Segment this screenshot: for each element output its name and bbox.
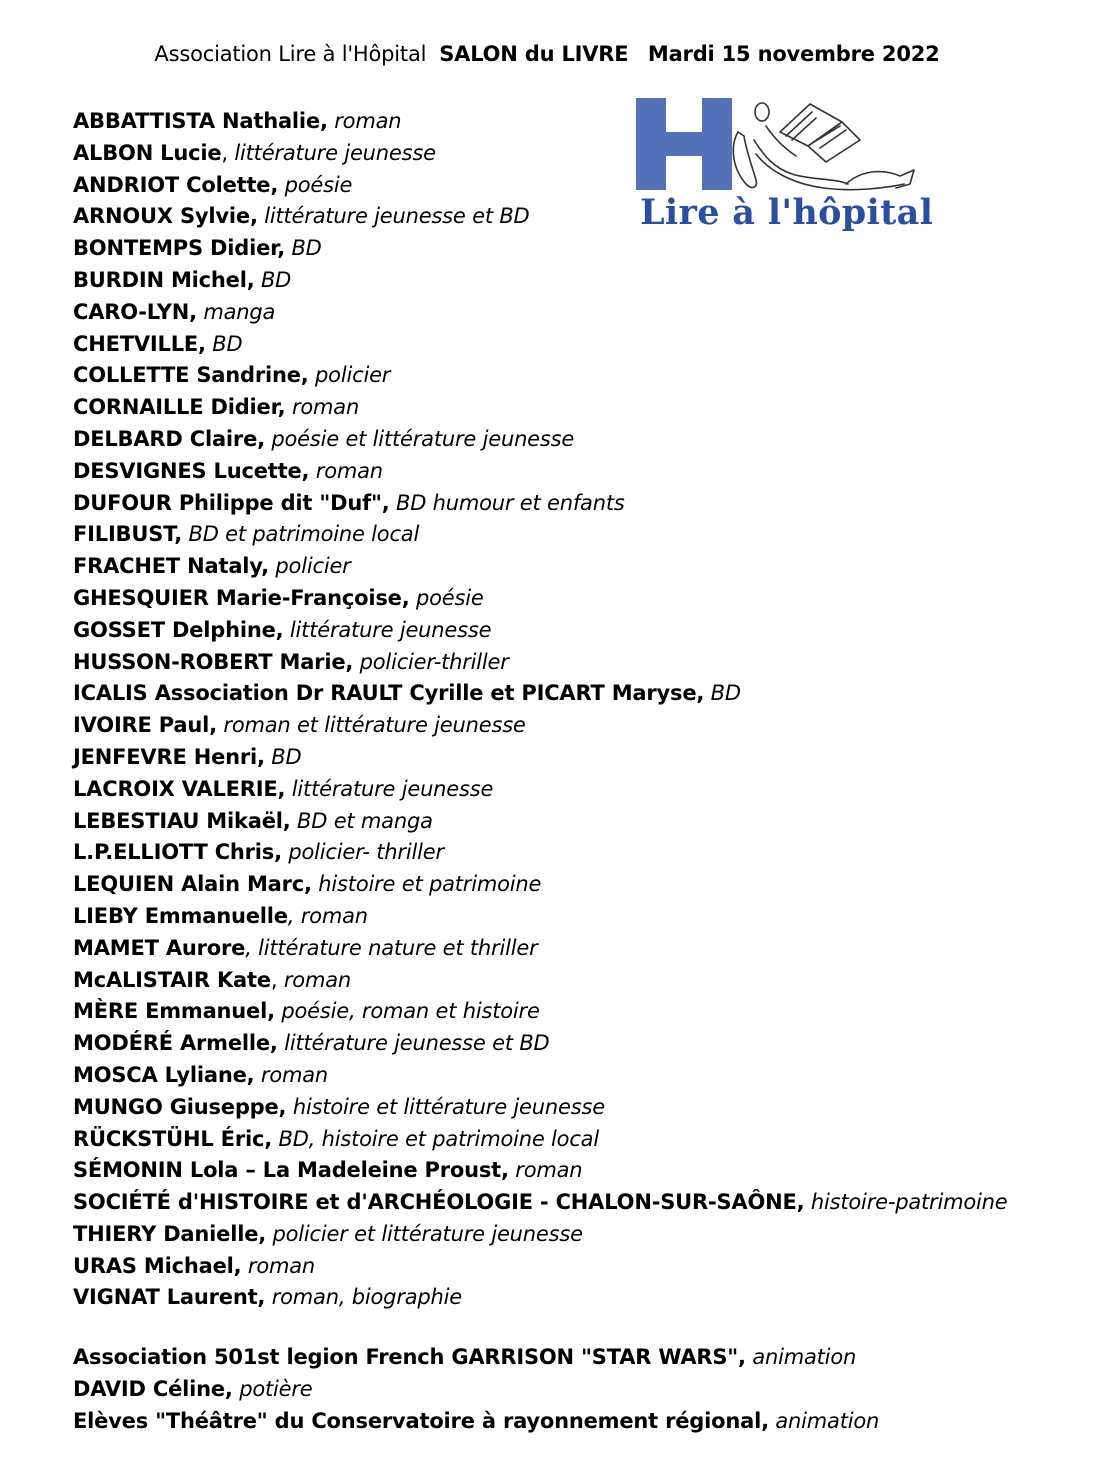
list-item	[73, 519, 1008, 551]
genre-label: histoire et patrimoine	[318, 872, 542, 897]
list-item	[73, 138, 1008, 170]
list-item	[73, 1342, 879, 1374]
author-name: GHESQUIER Marie-Françoise,	[73, 585, 410, 610]
list-item	[73, 1187, 1008, 1219]
author-name: ALBON Lucie	[73, 140, 222, 165]
genre-label: animation	[752, 1345, 857, 1369]
genre-label: BD	[271, 744, 302, 769]
genre-label: policier et littérature jeunesse	[272, 1221, 583, 1246]
author-name: DESVIGNES Lucette,	[73, 458, 310, 483]
author-name: URAS Michael,	[73, 1253, 242, 1278]
list-item	[73, 201, 1008, 233]
other-exhibitors-list	[73, 1342, 879, 1437]
list-item	[73, 1124, 1008, 1156]
genre-label: histoire-patrimoine	[810, 1190, 1008, 1215]
author-name: IVOIRE Paul,	[73, 713, 217, 738]
author-list	[73, 106, 1008, 1314]
list-item	[73, 933, 1008, 965]
author-name: MÈRE Emmanuel,	[73, 999, 275, 1024]
genre-label: roman	[247, 1253, 316, 1278]
list-item	[73, 774, 1008, 806]
author-name: THIERY Danielle,	[73, 1221, 267, 1246]
genre-label: poésie	[415, 585, 484, 610]
genre-label: BD et patrimoine local	[188, 522, 420, 547]
genre-label: littérature jeunesse et BD	[284, 1031, 550, 1056]
author-name: CARO-LYN,	[73, 299, 197, 324]
genre-label: BD	[212, 331, 243, 356]
author-name: McALISTAIR Kate	[73, 967, 271, 992]
author-name: ANDRIOT Colette,	[73, 172, 279, 197]
list-item	[73, 1155, 1008, 1187]
list-item	[73, 806, 1008, 838]
author-name: JENFEVRE Henri,	[73, 744, 265, 769]
genre-label: , roman	[287, 903, 368, 928]
author-name: HUSSON-ROBERT Marie,	[73, 649, 354, 674]
genre-label: potière	[239, 1376, 313, 1401]
author-name: LACROIX VALERIE,	[73, 776, 286, 801]
list-item	[73, 1028, 1008, 1060]
list-item	[73, 297, 1008, 329]
genre-label: poésie, roman et histoire	[281, 999, 540, 1024]
list-item	[73, 678, 1008, 710]
page-header	[0, 42, 1094, 66]
list-item	[73, 1251, 1008, 1283]
list-item	[73, 837, 1008, 869]
author-name: MOSCA Lyliane,	[73, 1062, 255, 1087]
genre-label: BD	[710, 681, 741, 706]
list-item	[73, 424, 1008, 456]
logo-text: Lire à l'hôpital	[640, 192, 934, 233]
author-name: BONTEMPS Didier,	[73, 236, 285, 261]
genre-label: policier-thriller	[359, 649, 509, 674]
genre-label: roman	[283, 967, 351, 992]
list-item	[73, 1219, 1008, 1251]
author-name: BURDIN Michel,	[73, 267, 255, 292]
genre-label: roman, biographie	[271, 1285, 463, 1310]
genre-label: littérature jeunesse	[291, 776, 494, 801]
author-name: CORNAILLE Didier,	[73, 395, 286, 420]
author-name: MAMET Aurore	[73, 935, 246, 960]
list-item	[73, 360, 1008, 392]
author-name: MODÉRÉ Armelle,	[73, 1031, 278, 1056]
list-item	[73, 647, 1008, 679]
genre-label: manga	[203, 299, 276, 324]
author-name: DELBARD Claire,	[73, 426, 265, 451]
author-name: LEBESTIAU Mikaël,	[73, 808, 291, 833]
list-item	[73, 392, 1008, 424]
genre-label: roman et littérature jeunesse	[223, 713, 526, 738]
header-event: SALON du LIVRE	[439, 42, 629, 66]
author-name: L.P.ELLIOTT Chris,	[73, 840, 282, 865]
list-item	[73, 1092, 1008, 1124]
genre-label: BD	[291, 236, 322, 261]
list-item	[73, 1060, 1008, 1092]
genre-label: policier	[275, 554, 351, 579]
genre-label: littérature jeunesse	[234, 140, 436, 165]
genre-label: histoire et littérature jeunesse	[292, 1094, 605, 1119]
genre-label: roman	[334, 109, 402, 133]
author-name: CHETVILLE,	[73, 331, 206, 356]
genre-label: littérature jeunesse	[289, 617, 492, 642]
list-item	[73, 710, 1008, 742]
genre-label: roman	[515, 1158, 583, 1183]
author-name: VIGNAT Laurent,	[73, 1285, 266, 1310]
author-name: ABBATTISTA Nathalie,	[73, 109, 328, 133]
list-item	[73, 329, 1008, 361]
list-item	[73, 1282, 1008, 1314]
list-item	[73, 583, 1008, 615]
list-item	[73, 488, 1008, 520]
genre-label: policier	[315, 363, 391, 388]
author-name: MUNGO Giuseppe,	[73, 1094, 287, 1119]
author-name: COLLETTE Sandrine,	[73, 363, 309, 388]
author-name: ICALIS Association Dr RAULT Cyrille et PICART Maryse,	[73, 681, 705, 706]
author-name: FRACHET Nataly,	[73, 554, 269, 579]
genre-label: BD humour et enfants	[396, 490, 625, 515]
author-name: DAVID Céline,	[73, 1376, 233, 1401]
list-item	[73, 869, 1008, 901]
list-item	[73, 1374, 879, 1406]
author-name: LEQUIEN Alain Marc,	[73, 872, 312, 897]
separator: ,	[221, 140, 228, 165]
author-name: ARNOUX Sylvie,	[73, 204, 258, 229]
list-item	[73, 170, 1008, 202]
genre-label: BD et manga	[297, 808, 433, 833]
author-name: Elèves "Théâtre" du Conservatoire à rayonnement régional,	[73, 1408, 769, 1433]
list-item	[73, 901, 1008, 933]
list-item	[73, 456, 1008, 488]
genre-label: roman	[315, 458, 383, 483]
separator: ,	[270, 967, 278, 992]
list-item	[73, 1406, 879, 1438]
genre-label: policier- thriller	[288, 840, 444, 865]
list-item	[73, 551, 1008, 583]
genre-label: poésie et littérature jeunesse	[271, 426, 575, 451]
author-name: SOCIÉTÉ d'HISTOIRE et d'ARCHÉOLOGIE - CHALON-SUR-SAÔNE,	[73, 1190, 805, 1215]
author-name: RÜCKSTÜHL Éric,	[73, 1126, 273, 1151]
header-org: Association Lire à l'Hôpital	[154, 42, 427, 66]
list-item	[73, 233, 1008, 265]
header-date: Mardi 15 novembre 2022	[647, 42, 940, 66]
genre-label: , littérature nature et thriller	[245, 935, 538, 960]
list-item	[73, 742, 1008, 774]
author-name: Association 501st legion French GARRISON "STAR WARS",	[73, 1345, 746, 1369]
author-name: GOSSET Delphine,	[73, 617, 284, 642]
list-item	[73, 965, 1008, 997]
list-item	[73, 996, 1008, 1028]
author-name: DUFOUR Philippe dit "Duf",	[73, 490, 390, 515]
genre-label: roman	[291, 395, 360, 420]
author-name: LIEBY Emmanuelle	[73, 903, 288, 928]
genre-label: poésie	[284, 172, 353, 197]
genre-label: BD	[260, 267, 292, 292]
list-item	[73, 615, 1008, 647]
genre-label: roman	[260, 1062, 329, 1087]
genre-label: animation	[775, 1408, 880, 1433]
genre-label: littérature jeunesse et BD	[264, 204, 530, 229]
list-item	[73, 265, 1008, 297]
list-item	[73, 106, 1008, 138]
author-name: SÉMONIN Lola – La Madeleine Proust,	[73, 1158, 509, 1183]
author-name: FILIBUST,	[73, 522, 183, 547]
genre-label: BD, histoire et patrimoine local	[278, 1126, 599, 1151]
